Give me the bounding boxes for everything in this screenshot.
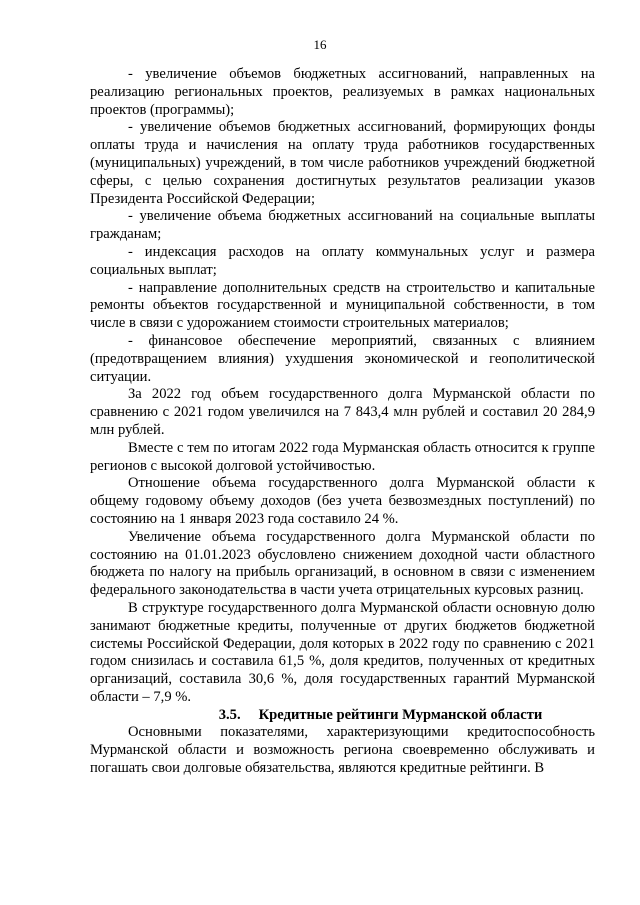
document-body bbox=[90, 66, 595, 778]
bullet-geopolitical-measures: - финансовое обеспечение мероприятий, связанных с влиянием (предотвращением влияния) ухудшения экономической и геополитической ситуации. bbox=[90, 332, 595, 385]
paragraph-debt-causes: Увеличение объема государственного долга Мурманской области по состоянию на 01.01.2023 обусловлено снижением доходной части областного бюджета по налогу на прибыль организаций, в основном в связи с изменением федерального законодательства в части учета отрицательных курсовых разниц. bbox=[90, 528, 595, 599]
bullet-wage-funds: - увеличение объемов бюджетных ассигнований, формирующих фонды оплаты труда и начисления на оплату труда работников государственных (муниципальных) учреждений, в том числе работников учреждений бюджетной сферы, с целью сохранения достигнутых результатов реализации указов Президента Российской Федерации; bbox=[90, 119, 595, 207]
paragraph-credit-ratings: Основными показателями, характеризующими кредитоспособность Мурманской области и возможность региона своевременно обслуживать и погашать свои долговые обязательства, являются кредитные рейтинги. В bbox=[90, 724, 595, 777]
section-number: 3.5. bbox=[218, 706, 241, 723]
section-title: Кредитные рейтинги Мурманской области bbox=[258, 706, 543, 723]
bullet-budget-national-projects: - увеличение объемов бюджетных ассигнований, направленных на реализацию региональных проектов, реализуемых в рамках национальных проектов (программы); bbox=[90, 66, 595, 118]
paragraph-debt-to-revenue: Отношение объема государственного долга Мурманской области к общему годовому объему доходов (без учета безвозмездных поступлений) по состоянию на 1 января 2023 года составило 24 %. bbox=[90, 475, 595, 527]
paragraph-debt-increase: За 2022 год объем государственного долга Мурманской области по сравнению с 2021 годом увеличился на 7 843,4 млн рублей и составил 20 284,9 млн рублей. bbox=[90, 386, 595, 438]
paragraph-debt-sustainability: Вместе с тем по итогам 2022 года Мурманская область относится к группе регионов с высокой долговой устойчивостью. bbox=[90, 439, 595, 474]
bullet-social-payments: - увеличение объема бюджетных ассигнований на социальные выплаты гражданам; bbox=[90, 208, 595, 243]
paragraph-debt-structure: В структуре государственного долга Мурманской области основную долю занимают бюджетные кредиты, полученные от других бюджетов бюджетной системы Российской Федерации, доля которых в 2022 году по сравнению с 2021 годом снизилась и составила 61,5 %, доля кредитов, полученных от кредитных организаций, составила 30,6 %, доля государственных гарантий Мурманской области – 7,9 %. bbox=[90, 599, 595, 705]
bullet-utilities-indexation: - индексация расходов на оплату коммунальных услуг и размера социальных выплат; bbox=[90, 243, 595, 278]
bullet-construction-funds: - направление дополнительных средств на строительство и капитальные ремонты объектов государственной и муниципальной собственности, в том числе в связи с удорожанием стоимости строительных материалов; bbox=[90, 279, 595, 332]
page-number: 16 bbox=[313, 37, 327, 52]
section-heading bbox=[90, 707, 595, 725]
